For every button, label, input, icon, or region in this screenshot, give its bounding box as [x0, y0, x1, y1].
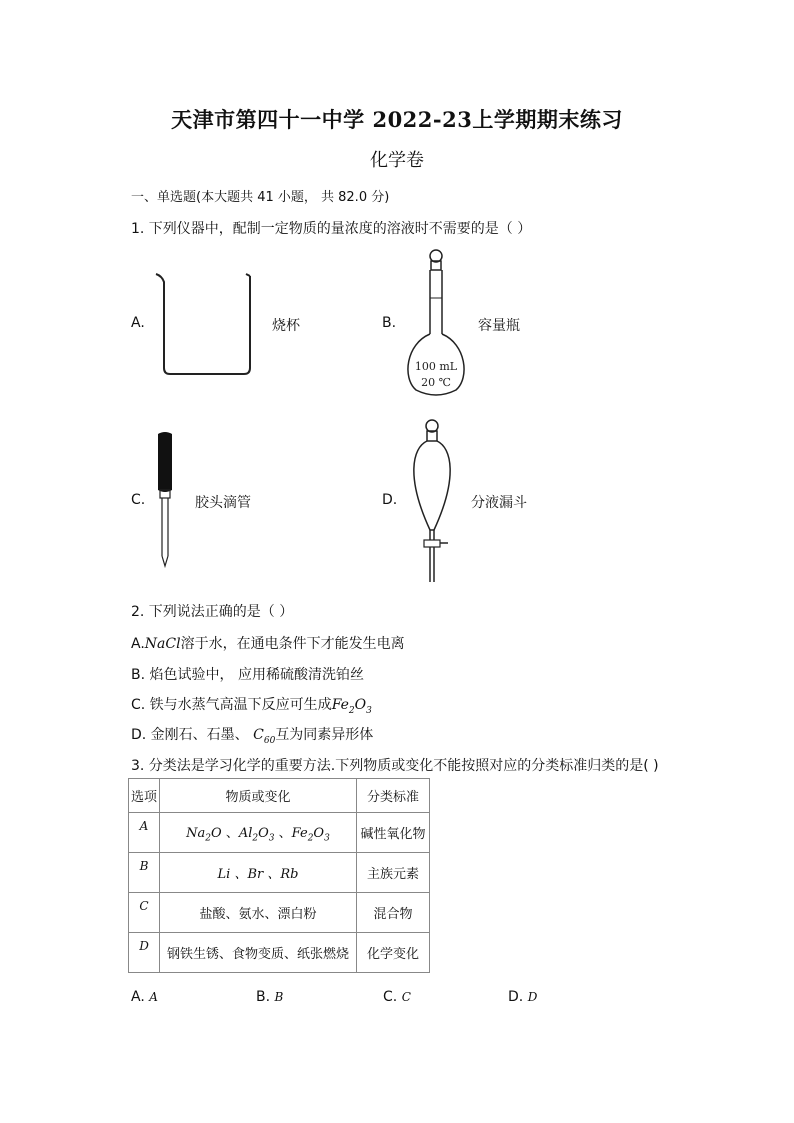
q3-answer-a: A. A	[131, 989, 158, 1005]
q1-option-b-label: 容量瓶	[478, 318, 520, 334]
q2-option-c	[131, 694, 372, 716]
q2-option-a	[131, 633, 405, 653]
row-standard: 碱性氧化物	[357, 813, 430, 853]
table-row	[129, 933, 430, 973]
row-content: $Na_2O$ 、$Al_2O_3$ 、$Fe_2O_3$	[160, 813, 357, 853]
row-standard: 混合物	[357, 893, 430, 933]
page-subtitle: 化学卷	[370, 150, 424, 171]
header-option: 选项	[129, 779, 160, 813]
table-header-row	[129, 779, 430, 813]
header-standard: 分类标准	[357, 779, 430, 813]
q3-answer-d: D. D	[508, 989, 538, 1005]
row-key: A	[129, 813, 160, 853]
row-content: 盐酸、氨水、漂白粉	[160, 893, 357, 933]
q1-option-c-key: C.	[131, 492, 146, 508]
q2-option-a-key: A.	[131, 636, 145, 652]
q1-option-a-key: A.	[131, 315, 145, 331]
dropper-icon	[150, 430, 180, 570]
nacl-formula: NaCl	[144, 636, 181, 652]
classification-table	[128, 778, 430, 973]
q1-option-c-label: 胶头滴管	[195, 495, 251, 511]
table-row	[129, 893, 430, 933]
header-substance: 物质或变化	[160, 779, 357, 813]
q3-stem: 3. 分类法是学习化学的重要方法.下列物质或变化不能按照对应的分类标准归类的是( )	[131, 758, 659, 774]
section-heading: 一、单选题(本大题共 41 小题， 共 82.0 分)	[131, 190, 390, 205]
row-standard: 化学变化	[357, 933, 430, 973]
q3-answer-b: B. B	[256, 989, 284, 1005]
q2-option-d	[131, 724, 373, 746]
row-content: Li 、Br 、Rb	[160, 853, 357, 893]
table-row	[129, 813, 430, 853]
q1-stem: 1. 下列仪器中，配制一定物质的量浓度的溶液时不需要的是（ ）	[131, 221, 532, 237]
q1-option-d-label: 分液漏斗	[471, 495, 527, 511]
volumetric-flask-icon	[398, 248, 478, 400]
q3-answer-c: C. C	[383, 989, 411, 1005]
c60-formula: $C_{60}$	[253, 727, 276, 746]
row-content: 钢铁生锈、食物变质、纸张燃烧	[160, 933, 357, 973]
flask-temp-text: 20 ℃	[421, 376, 451, 389]
row-standard: 主族元素	[357, 853, 430, 893]
page-title: 天津市第四十一中学 2022-23上学期期末练习	[171, 107, 623, 132]
flask-capacity-text: 100 mL	[414, 360, 458, 373]
q1-option-d-key: D.	[382, 492, 398, 508]
table-row	[129, 853, 430, 893]
row-key: B	[129, 853, 160, 893]
separatory-funnel-icon	[402, 418, 462, 586]
q2-option-c-text: C. 铁与水蒸气高温下反应可生成	[131, 697, 332, 713]
row-key: C	[129, 893, 160, 933]
fe2o3-formula: $Fe_2O_3$	[331, 697, 372, 716]
q2-option-b: B. 焰色试验中， 应用稀硫酸清洗铂丝	[131, 667, 364, 683]
q2-stem: 2. 下列说法正确的是（ ）	[131, 604, 294, 620]
beaker-icon	[150, 268, 258, 380]
q1-option-b-key: B.	[382, 315, 397, 331]
q2-option-d-text: 互为同素异形体	[275, 727, 374, 743]
q2-option-a-text: 溶于水，在通电条件下才能发生电离	[180, 636, 405, 652]
q1-option-a-label: 烧杯	[272, 318, 300, 334]
q2-option-d-key: D. 金刚石、石墨、	[131, 727, 254, 743]
row-key: D	[129, 933, 160, 973]
